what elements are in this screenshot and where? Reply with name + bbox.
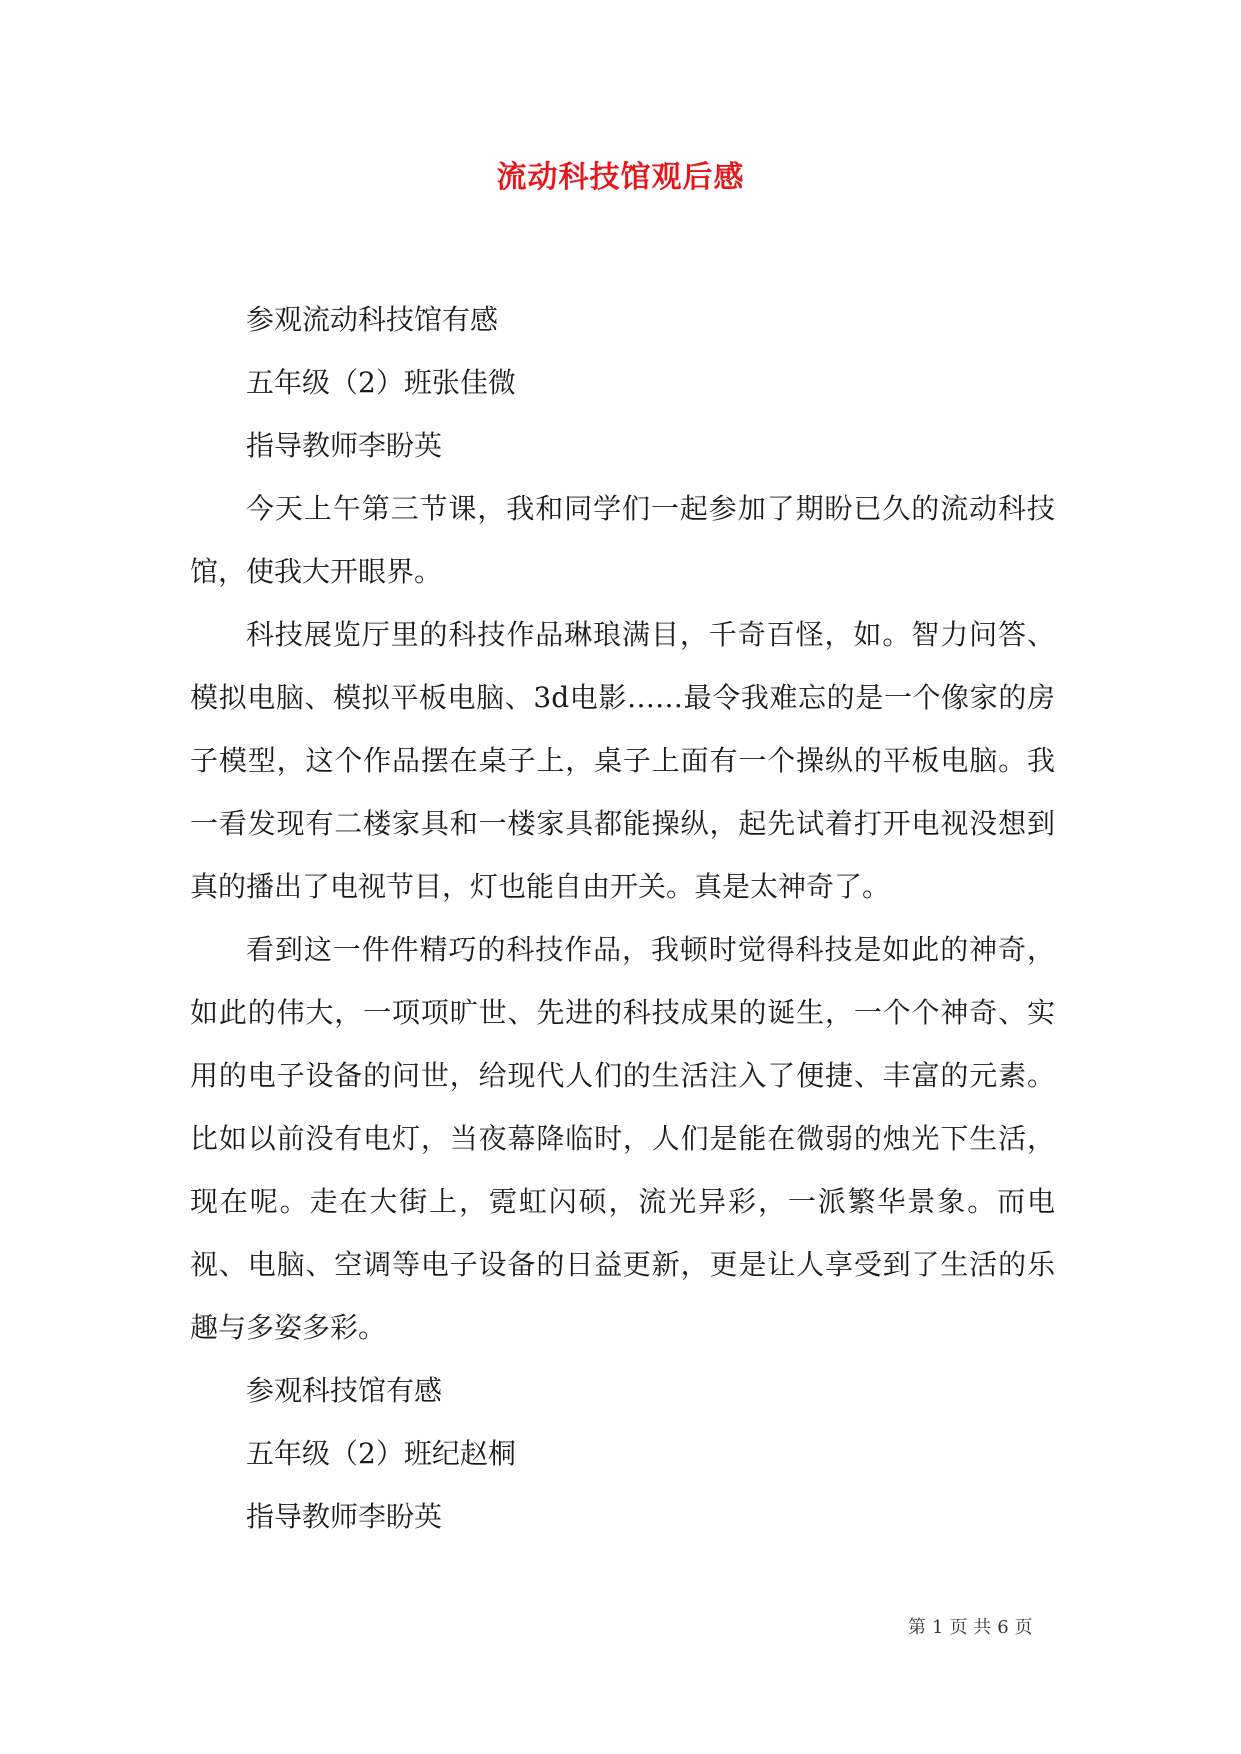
page-mid: 页 共 — [949, 1617, 992, 1638]
page-prefix: 第 — [908, 1617, 926, 1638]
paragraph: 今天上午第三节课，我和同学们一起参加了期盼已久的流动科技馆，使我大开眼界。 — [190, 492, 1055, 588]
page-total: 6 — [997, 1617, 1009, 1638]
document-body — [190, 288, 1055, 1548]
document-title: 流动科技馆观后感 — [496, 160, 745, 195]
author-line: 五年级（2）班张佳微 — [246, 366, 516, 399]
author-line: 五年级（2）班纪赵桐 — [246, 1437, 516, 1470]
essay-heading: 参观科技馆有感 — [246, 1374, 443, 1407]
paragraph: 看到这一件件精巧的科技作品，我顿时觉得科技是如此的神奇，如此的伟大，一项项旷世、先进的科技成果的诞生，一个个神奇、实用的电子设备的问世，给现代人们的生活注入了便捷、丰富的元素。比如以前没有电灯，当夜幕降临时，人们是能在微弱的烛光下生活，现在呢。走在大街上，霓虹闪硕，流光异彩，一派繁华景象。而电视、电脑、空调等电子设备的日益更新，更是让人享受到了生活的乐趣与多姿多彩。 — [190, 933, 1055, 1344]
page-footer — [908, 1616, 1058, 1640]
teacher-line: 指导教师李盼英 — [246, 429, 443, 462]
teacher-line: 指导教师李盼英 — [246, 1500, 443, 1533]
page-number: 1 — [932, 1617, 944, 1638]
essay-heading: 参观流动科技馆有感 — [246, 303, 499, 336]
page-suffix: 页 — [1014, 1617, 1033, 1638]
paragraph: 科技展览厅里的科技作品琳琅满目，千奇百怪，如。智力问答、模拟电脑、模拟平板电脑、3d电影……最令我难忘的是一个像家的房子模型，这个作品摆在桌子上，桌子上面有一个操纵的平板电脑。我一看发现有二楼家具和一楼家具都能操纵，起先试着打开电视没想到真的播出了电视节目，灯也能自由开关。真是太神奇了。 — [190, 618, 1055, 903]
